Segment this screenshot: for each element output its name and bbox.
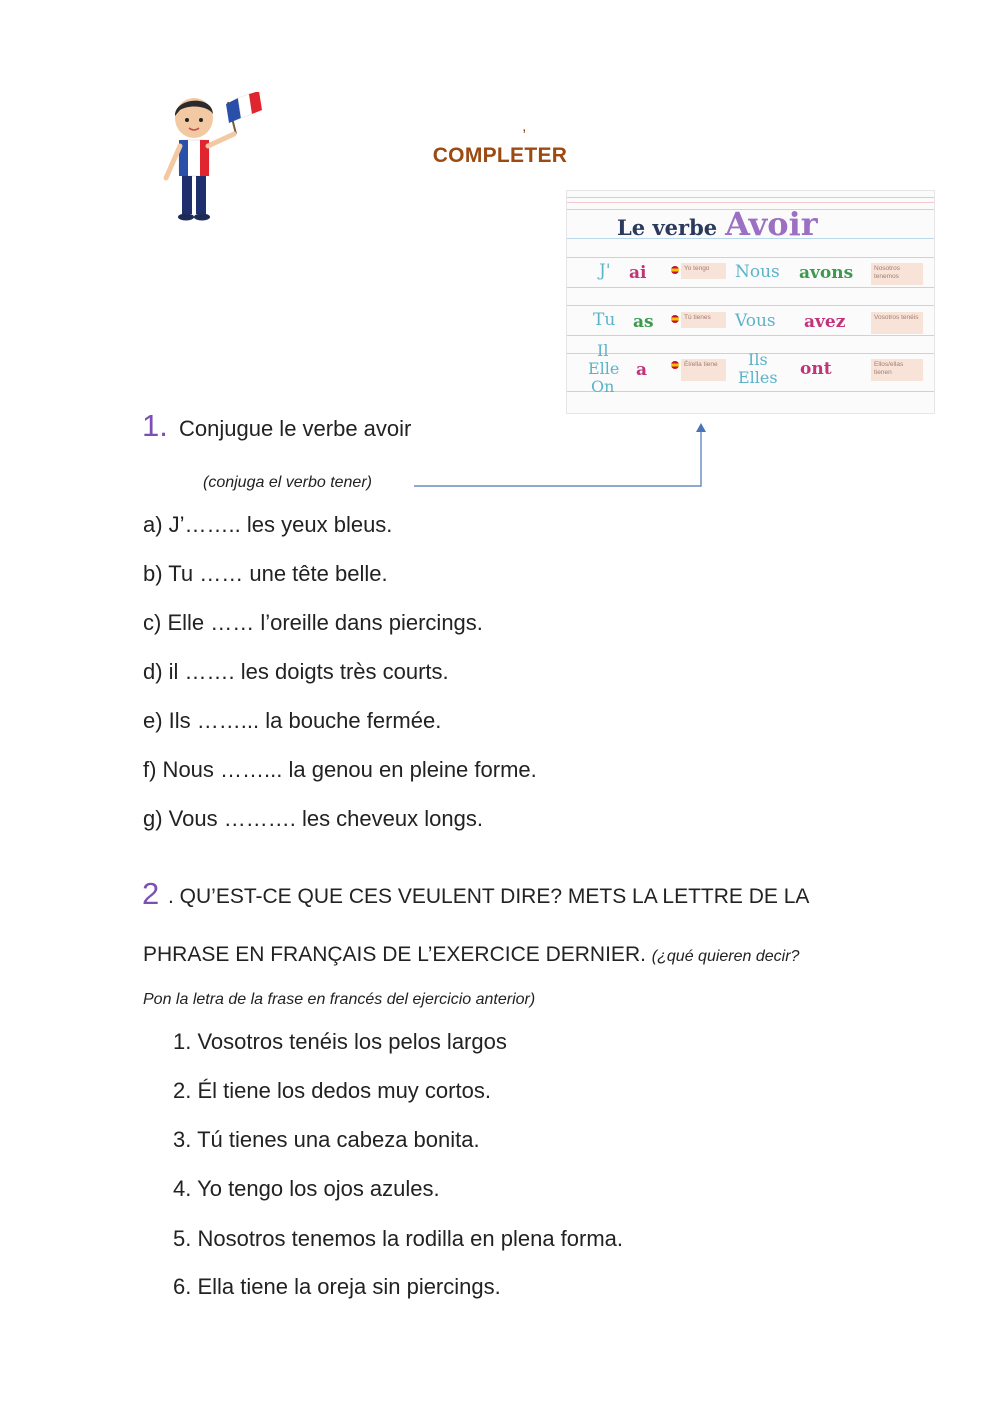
verb-as: as bbox=[633, 312, 654, 332]
pronoun-elle: Elle bbox=[588, 359, 620, 378]
exercise2-note-line: Pon la letra de la frase en francés del ejercicio anterior) bbox=[143, 991, 536, 1008]
exercise1-item: g) Vous ………. les cheveux longs. bbox=[143, 806, 483, 831]
exercise2-title-line2-text: PHRASE EN FRANÇAIS DE L’EXERCICE DERNIER. bbox=[143, 943, 646, 966]
exercise1-title: Conjugue le verbe avoir bbox=[179, 416, 412, 441]
exercise1-item: f) Nous ……... la genou en pleine forme. bbox=[143, 757, 537, 782]
exercise2-title-line1: . QU’EST-CE QUE CES VEULENT DIRE? METS LA LETTRE DE LA bbox=[168, 885, 810, 908]
pronoun-on: On bbox=[591, 377, 615, 396]
translation-yo-tengo: Yo tengo bbox=[681, 263, 726, 279]
pronoun-je: J' bbox=[599, 261, 611, 281]
translation-tu-tienes: Tú tienes bbox=[681, 312, 726, 328]
verb-table-title-prefix: Le verbe bbox=[617, 215, 718, 240]
exercise2-title-line2 bbox=[143, 943, 799, 967]
pronoun-elles: Elles bbox=[738, 368, 778, 387]
page-title: COMPLETER bbox=[432, 144, 568, 167]
translation-nosotros-tenemos: Nosotros tenemos bbox=[871, 263, 923, 285]
exercise1-item: d) il ……. les doigts très courts. bbox=[143, 659, 449, 684]
translation-vosotros-teneis: Vosotros tenéis bbox=[871, 312, 923, 334]
verb-ont: ont bbox=[800, 359, 832, 379]
translation-el-ella-tiene: Él/ella tiene bbox=[681, 359, 726, 381]
pronoun-nous: Nous bbox=[735, 262, 780, 282]
exercise1-item: c) Elle …… l’oreille dans piercings. bbox=[143, 610, 483, 635]
pronoun-tu: Tu bbox=[593, 310, 616, 330]
verb-avez: avez bbox=[804, 312, 846, 332]
verb-table-title-verb: Avoir bbox=[725, 205, 818, 243]
exercise2-item: 5. Nosotros tenemos la rodilla en plena forma. bbox=[173, 1226, 624, 1251]
exercise1-number: 1. bbox=[142, 408, 168, 443]
title-accent-mark: , bbox=[522, 118, 527, 135]
exercise1-item: b) Tu …… une tête belle. bbox=[143, 561, 388, 586]
pronoun-ils: Ils bbox=[748, 350, 768, 369]
pronoun-vous: Vous bbox=[735, 311, 776, 331]
exercise2-item: 6. Ella tiene la oreja sin piercings. bbox=[173, 1274, 501, 1299]
exercise2-item: 4. Yo tengo los ojos azules. bbox=[173, 1176, 440, 1201]
verb-a: a bbox=[636, 360, 648, 380]
translation-ellos-ellas-tienen: Ellos/ellas tienen bbox=[871, 359, 923, 381]
pronoun-il: Il bbox=[597, 341, 609, 360]
exercise2-number: 2 bbox=[142, 876, 160, 911]
exercise1-item: e) Ils ……... la bouche fermée. bbox=[143, 708, 442, 733]
exercise1-subtitle: (conjuga el verbo tener) bbox=[203, 474, 372, 491]
exercise2-item: 1. Vosotros tenéis los pelos largos bbox=[173, 1029, 507, 1054]
exercise2-item: 2. Él tiene los dedos muy cortos. bbox=[173, 1078, 491, 1103]
exercise2-item: 3. Tú tienes una cabeza bonita. bbox=[173, 1127, 480, 1152]
exercise1-item: a) J’…….. les yeux bleus. bbox=[143, 512, 393, 537]
verb-avons: avons bbox=[799, 263, 854, 283]
exercise2-note-inline: (¿qué quieren decir? bbox=[651, 948, 800, 965]
verb-ai: ai bbox=[629, 263, 647, 283]
